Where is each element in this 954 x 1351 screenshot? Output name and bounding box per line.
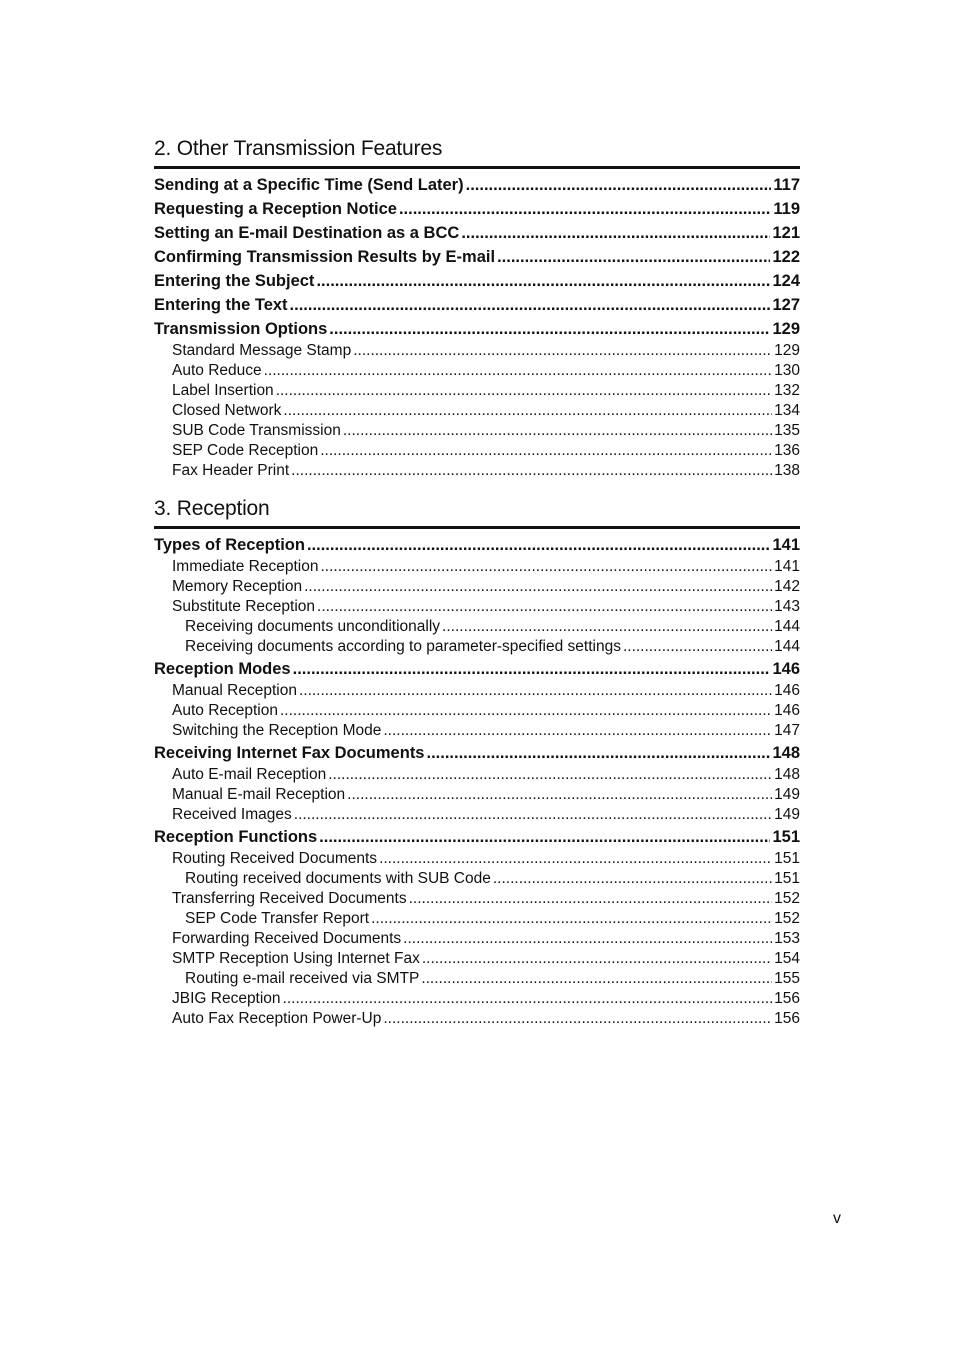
toc-entry-title: SEP Code Reception — [172, 442, 319, 459]
toc-entry[interactable] — [154, 765, 800, 785]
toc-entry-title: Closed Network — [172, 402, 282, 419]
dot-leader — [461, 221, 770, 245]
dot-leader — [320, 557, 772, 577]
toc-entry-page: 149 — [774, 786, 800, 803]
toc-entry-title: Types of Reception — [154, 536, 305, 554]
toc-list — [154, 533, 800, 1029]
toc-entry[interactable] — [154, 341, 800, 361]
chapter-title: 2. Other Transmission Features — [154, 134, 800, 169]
toc-entry-title: Standard Message Stamp — [172, 342, 352, 359]
dot-leader — [304, 577, 772, 597]
toc-entry[interactable] — [154, 269, 800, 293]
toc-entry-title: Manual Reception — [172, 682, 297, 699]
toc-entry[interactable] — [154, 969, 800, 989]
toc-entry-title: Immediate Reception — [172, 558, 319, 575]
dot-leader — [319, 825, 770, 849]
toc-entry-page: 135 — [774, 422, 800, 439]
toc-entry-title: Receiving documents unconditionally — [185, 618, 441, 635]
toc-entry[interactable] — [154, 701, 800, 721]
dot-leader — [307, 533, 771, 557]
toc-list — [154, 173, 800, 481]
toc-entry-page: 147 — [774, 722, 800, 739]
toc-entry-title: JBIG Reception — [172, 990, 281, 1007]
toc-entry-page: 144 — [774, 618, 800, 635]
toc-entry[interactable] — [154, 681, 800, 701]
toc-entry-page: 141 — [772, 536, 800, 554]
dot-leader — [399, 197, 771, 221]
toc-section-reception — [154, 494, 800, 1029]
dot-leader — [276, 381, 772, 401]
toc-entry-page: 141 — [774, 558, 800, 575]
dot-leader — [442, 617, 772, 637]
toc-entry-page: 151 — [774, 870, 800, 887]
toc-entry-title: Transmission Options — [154, 320, 328, 338]
toc-entry-title: Auto Reduce — [172, 362, 262, 379]
toc-entry[interactable] — [154, 381, 800, 401]
dot-leader — [283, 401, 772, 421]
toc-entry-title: Receiving Internet Fax Documents — [154, 744, 425, 762]
toc-entry-page: 138 — [774, 462, 800, 479]
toc-entry-page: 152 — [774, 890, 800, 907]
toc-entry-title: Reception Modes — [154, 660, 291, 678]
dot-leader — [422, 949, 772, 969]
toc-entry[interactable] — [154, 617, 800, 637]
toc-entry-page: 124 — [772, 272, 800, 290]
toc-entry-title: Switching the Reception Mode — [172, 722, 382, 739]
toc-entry-page: 132 — [774, 382, 800, 399]
dot-leader — [343, 421, 772, 441]
toc-entry-title: Transferring Received Documents — [172, 890, 407, 907]
toc-entry-page: 127 — [772, 296, 800, 314]
toc-entry-title: Entering the Text — [154, 296, 288, 314]
toc-entry[interactable] — [154, 657, 800, 681]
toc-entry-title: Forwarding Received Documents — [172, 930, 402, 947]
toc-entry[interactable] — [154, 197, 800, 221]
toc-entry[interactable] — [154, 869, 800, 889]
toc-entry[interactable] — [154, 805, 800, 825]
toc-entry-page: 156 — [774, 1010, 800, 1027]
dot-leader — [497, 245, 770, 269]
toc-entry-page: 136 — [774, 442, 800, 459]
toc-entry-page: 155 — [774, 970, 800, 987]
toc-entry-page: 130 — [774, 362, 800, 379]
toc-entry-title: Confirming Transmission Results by E-mail — [154, 248, 496, 266]
toc-entry-page: 146 — [774, 702, 800, 719]
toc-entry-title: SEP Code Transfer Report — [185, 910, 370, 927]
dot-leader — [409, 889, 773, 909]
toc-entry-title: Received Images — [172, 806, 292, 823]
toc-entry-title: Auto Fax Reception Power-Up — [172, 1010, 382, 1027]
toc-entry-title: Label Insertion — [172, 382, 274, 399]
toc-entry[interactable] — [154, 849, 800, 869]
dot-leader — [283, 989, 773, 1009]
toc-entry-page: 151 — [772, 828, 800, 846]
toc-entry[interactable] — [154, 173, 800, 197]
toc-entry[interactable] — [154, 889, 800, 909]
dot-leader — [347, 785, 772, 805]
dot-leader — [371, 909, 772, 929]
toc-entry-page: 149 — [774, 806, 800, 823]
dot-leader — [280, 701, 772, 721]
page-number: v — [833, 1210, 841, 1227]
dot-leader — [466, 173, 772, 197]
toc-entry[interactable] — [154, 361, 800, 381]
dot-leader — [290, 293, 771, 317]
toc-entry[interactable] — [154, 441, 800, 461]
dot-leader — [317, 597, 772, 617]
toc-entry-title: Setting an E-mail Destination as a BCC — [154, 224, 460, 242]
toc-entry-title: Substitute Reception — [172, 598, 316, 615]
dot-leader — [403, 929, 772, 949]
toc-entry-page: 122 — [772, 248, 800, 266]
toc-entry[interactable] — [154, 533, 800, 557]
toc-entry[interactable] — [154, 721, 800, 741]
dot-leader — [329, 317, 770, 341]
toc-entry-page: 151 — [774, 850, 800, 867]
toc-entry-title: Auto E-mail Reception — [172, 766, 327, 783]
toc-section-other-transmission-features — [154, 134, 800, 481]
toc-entry-page: 146 — [772, 660, 800, 678]
toc-entry-page: 152 — [774, 910, 800, 927]
toc-entry[interactable] — [154, 221, 800, 245]
toc-entry[interactable] — [154, 401, 800, 421]
toc-entry-page: 148 — [772, 744, 800, 762]
toc-entry-page: 121 — [772, 224, 800, 242]
toc-entry-title: Memory Reception — [172, 578, 303, 595]
dot-leader — [320, 441, 772, 461]
toc-entry-title: SUB Code Transmission — [172, 422, 341, 439]
toc-entry[interactable] — [154, 989, 800, 1009]
toc-entry-page: 156 — [774, 990, 800, 1007]
toc-entry-page: 146 — [774, 682, 800, 699]
dot-leader — [421, 969, 772, 989]
toc-entry-title: SMTP Reception Using Internet Fax — [172, 950, 420, 967]
toc-entry-title: Reception Functions — [154, 828, 318, 846]
chapter-title: 3. Reception — [154, 494, 800, 529]
toc-entry-page: 144 — [774, 638, 800, 655]
toc-entry-page: 134 — [774, 402, 800, 419]
toc-entry[interactable] — [154, 1009, 800, 1029]
toc-entry-title: Requesting a Reception Notice — [154, 200, 397, 218]
dot-leader — [328, 765, 772, 785]
toc-entry-page: 129 — [774, 342, 800, 359]
toc-entry[interactable] — [154, 741, 800, 765]
toc-entry-title: Auto Reception — [172, 702, 278, 719]
toc-entry[interactable] — [154, 293, 800, 317]
toc-entry-title: Entering the Subject — [154, 272, 315, 290]
toc-entry-title: Receiving documents according to parameter-specified settings — [185, 638, 621, 655]
toc-entry-title: Fax Header Print — [172, 462, 290, 479]
dot-leader — [383, 721, 772, 741]
toc-entry-page: 117 — [773, 176, 800, 194]
toc-entry[interactable] — [154, 461, 800, 481]
toc-entry[interactable] — [154, 421, 800, 441]
toc-entry-page: 148 — [774, 766, 800, 783]
toc-entry[interactable] — [154, 577, 800, 597]
dot-leader — [379, 849, 772, 869]
dot-leader — [291, 461, 772, 481]
toc-entry-title: Sending at a Specific Time (Send Later) — [154, 176, 464, 194]
dot-leader — [353, 341, 772, 361]
toc-entry[interactable] — [154, 909, 800, 929]
dot-leader — [383, 1009, 772, 1029]
toc-entry[interactable] — [154, 949, 800, 969]
toc-entry-page: 143 — [774, 598, 800, 615]
toc-entry[interactable] — [154, 245, 800, 269]
toc-entry[interactable] — [154, 637, 800, 657]
toc-entry[interactable] — [154, 317, 800, 341]
dot-leader — [316, 269, 770, 293]
toc-entry-page: 129 — [772, 320, 800, 338]
dot-leader — [493, 869, 772, 889]
toc-entry-title: Routing Received Documents — [172, 850, 378, 867]
toc-entry-title: Routing e-mail received via SMTP — [185, 970, 420, 987]
dot-leader — [264, 361, 773, 381]
dot-leader — [293, 657, 771, 681]
dot-leader — [623, 637, 772, 657]
dot-leader — [294, 805, 772, 825]
toc-entry[interactable] — [154, 825, 800, 849]
toc-entry[interactable] — [154, 785, 800, 805]
toc-entry-title: Manual E-mail Reception — [172, 786, 346, 803]
toc-entry-page: 119 — [773, 200, 800, 218]
toc-entry-page: 142 — [774, 578, 800, 595]
toc-entry-title: Routing received documents with SUB Code — [185, 870, 491, 887]
toc-entry[interactable] — [154, 597, 800, 617]
toc-entry-page: 153 — [774, 930, 800, 947]
dot-leader — [299, 681, 772, 701]
toc-entry-page: 154 — [774, 950, 800, 967]
toc-entry[interactable] — [154, 557, 800, 577]
dot-leader — [427, 741, 771, 765]
toc-entry[interactable] — [154, 929, 800, 949]
